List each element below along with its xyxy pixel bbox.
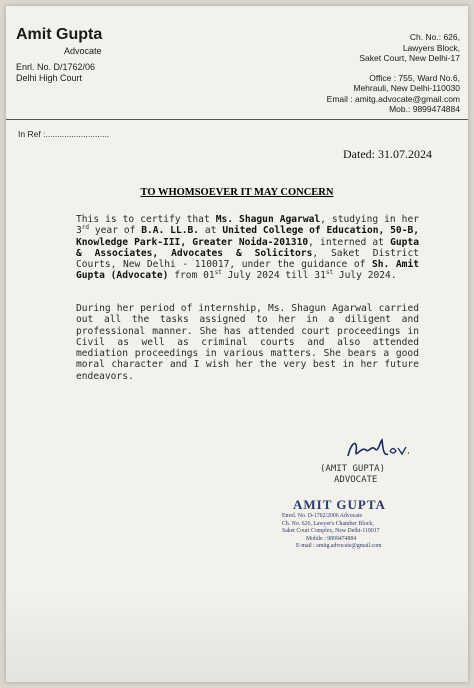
letterhead-divider	[6, 119, 468, 120]
enrolment-number: Enrl. No. D/1762/06	[16, 62, 96, 72]
subject-text: TO WHOMSOEVER IT MAY CONCERN	[140, 187, 334, 198]
stamp-enrolment: Enrol. No. D-1762/2006 Advocate	[282, 513, 363, 519]
signatory-name: (AMIT GUPTA)	[320, 464, 386, 474]
internship-paragraph: During her period of internship, Ms. Shagun Agarwal carried out all the tasks assigned to her in a diligent and professional manner. She has attended court proceedings in Civil as well as criminal courts and also attended mediation proceedings in various matters. She bears a good moral character and I wish her the very best in her future endeavors.	[76, 303, 419, 382]
enrolment-block	[16, 62, 206, 84]
stamp-mobile: Mobile : 9899474884	[306, 535, 357, 542]
certificate-paragraph: This is to certify that Ms. Shagun Agarwal, studying in her 3rd year of B.A. LL.B. at United College of Education, 50-B, Knowledge Park-III, Greater Noida-201310, interned at Gupta & Associates, Advocates & Solicitors, Saket District Courts, New Delhi - 110017, under the guidance of Sh. Amit Gupta (Advocate) from 01st July 2024 till 31st July 2024.	[76, 214, 420, 282]
advocate-name: Amit Gupta	[16, 26, 103, 43]
letter-page	[6, 6, 468, 682]
signatory-role: ADVOCATE	[334, 475, 378, 485]
reference-line: In Ref :...........................	[18, 129, 110, 139]
chamber-line: Lawyers Block,	[402, 42, 460, 53]
stamp-court: Saket Court Complex, New Delhi-110017	[282, 528, 380, 534]
advocate-stamp	[282, 497, 412, 551]
mobile-line: Mob.: 9899474884	[389, 104, 460, 114]
date-line: Dated: 31.07.2024	[343, 147, 432, 161]
paper-shadow	[6, 592, 468, 682]
subject-heading	[6, 187, 468, 198]
office-line: Mehrauli, New Delhi-110030	[353, 83, 460, 93]
stamp-chamber: Ch. No. 626, Lawyer's Chamber Block,	[282, 520, 374, 527]
chamber-line: Saket Court, New Delhi-17	[359, 53, 460, 63]
court-name: Delhi High Court	[16, 73, 83, 83]
letterhead-right	[260, 32, 460, 115]
stamp-email: E-mail : amitg.advocate@gmail.com	[296, 543, 382, 549]
handwritten-signature	[344, 436, 414, 464]
letterhead-left	[16, 26, 206, 84]
chamber-line: Ch. No.: 626,	[409, 32, 460, 42]
email-line: Email : amitg.advocate@gmail.com	[326, 93, 460, 104]
advocate-role: Advocate	[64, 46, 102, 56]
stamp-name: AMIT GUPTA	[293, 497, 386, 512]
office-line: Office : 755, Ward No.6,	[369, 72, 460, 83]
